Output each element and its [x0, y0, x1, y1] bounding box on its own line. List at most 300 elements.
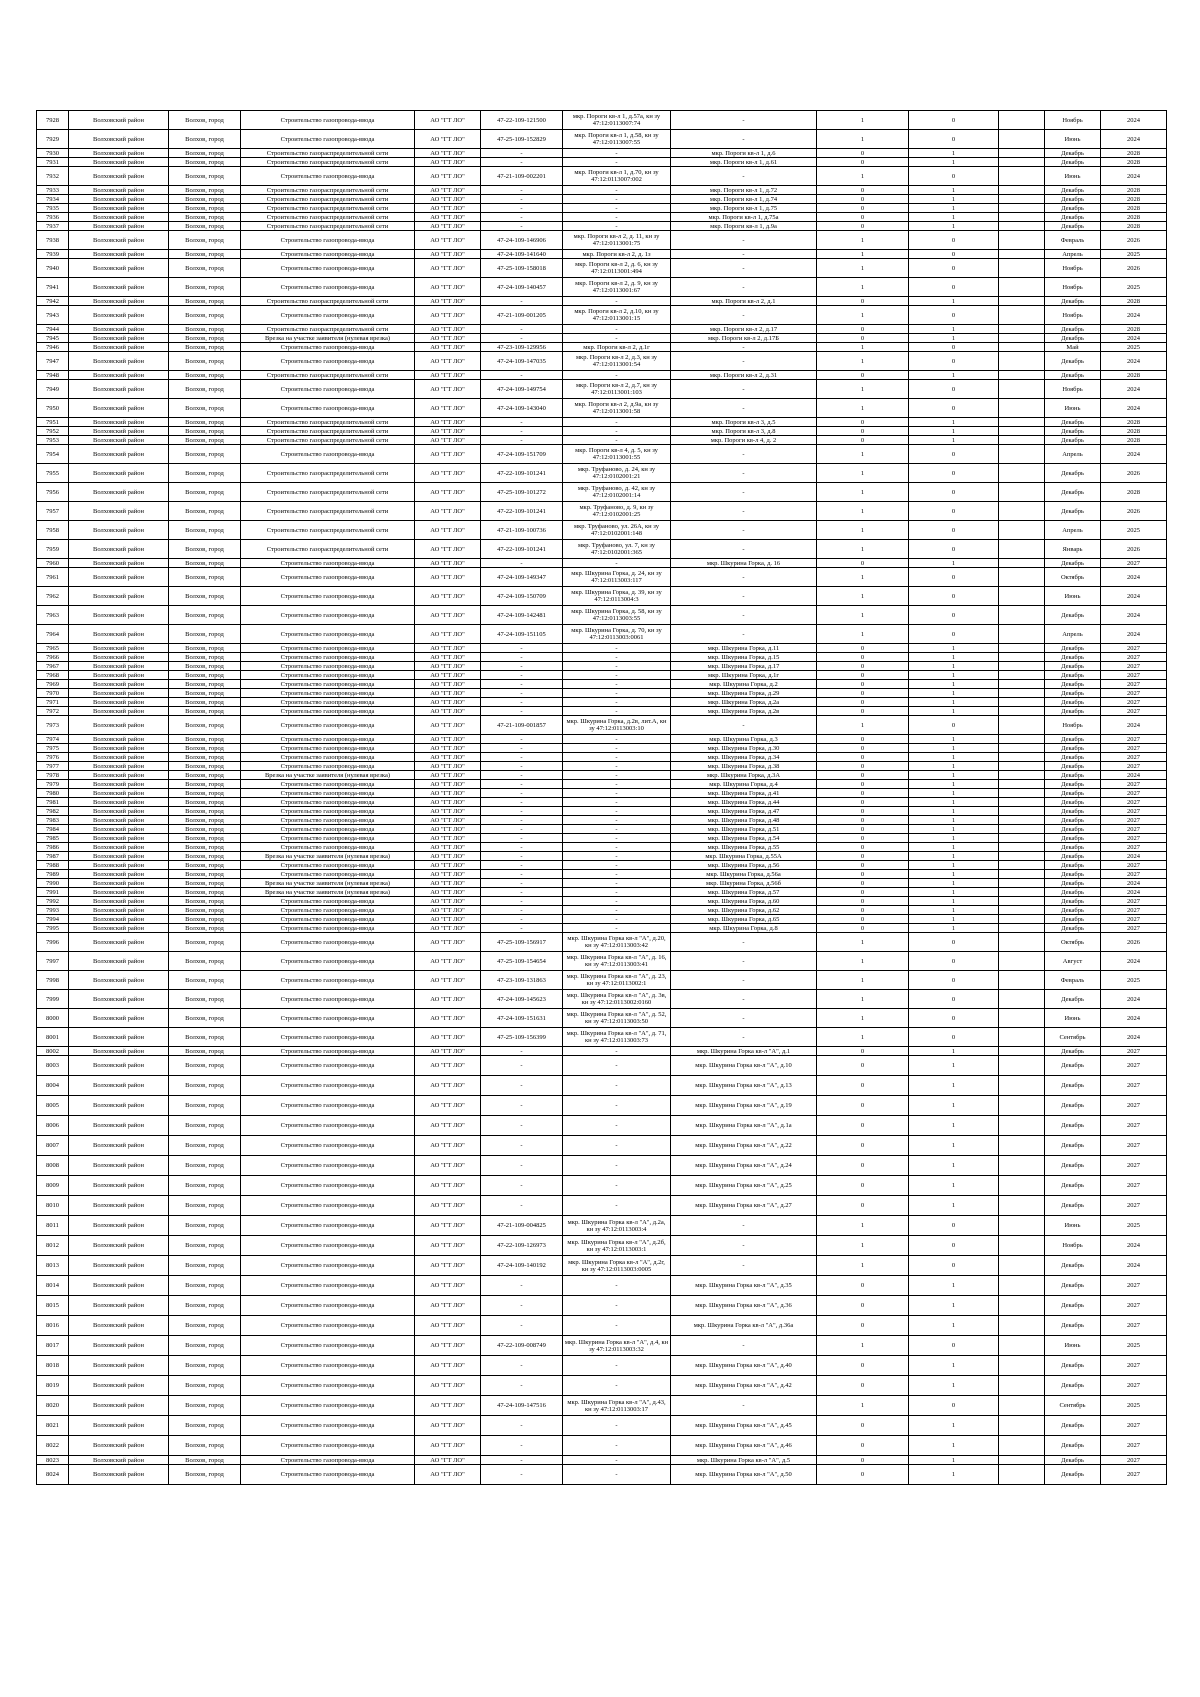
month-cell: Сентябрь: [1045, 1028, 1101, 1047]
blank-cell: [999, 952, 1045, 971]
network-address-cell: -: [671, 352, 817, 371]
count-2-cell: 0: [909, 1216, 999, 1236]
month-cell: Декабрь: [1045, 352, 1101, 371]
month-cell: Декабрь: [1045, 1116, 1101, 1136]
applicant-address-cell: -: [563, 1276, 671, 1296]
month-cell: Ноябрь: [1045, 278, 1101, 297]
blank-cell: [999, 278, 1045, 297]
network-address-cell: мкр. Шкурина Горка, д.55: [671, 843, 817, 852]
network-address-cell: мкр. Шкурина Горка, д.2в: [671, 707, 817, 716]
work-type-cell: Строительство газопровода-ввода: [241, 1356, 415, 1376]
month-cell: Декабрь: [1045, 1176, 1101, 1196]
blank-cell: [999, 502, 1045, 521]
district-cell: Волховский район: [69, 568, 169, 587]
document-page: [36, 110, 1166, 1485]
count-1-cell: 1: [817, 343, 909, 352]
application-number-cell: -: [481, 870, 563, 879]
year-cell: 2027: [1101, 735, 1167, 744]
work-type-cell: Врезка на участке заявителя (нулевая врезка): [241, 334, 415, 343]
table-row: [37, 852, 1167, 861]
application-number-cell: 47-21-109-100736: [481, 521, 563, 540]
application-number-cell: -: [481, 744, 563, 753]
application-number-cell: 47-23-109-131863: [481, 971, 563, 990]
org-cell: АО "ГТ ЛО": [415, 325, 481, 334]
count-1-cell: 1: [817, 540, 909, 559]
org-cell: АО "ГТ ЛО": [415, 662, 481, 671]
row-number: 7965: [37, 644, 69, 653]
district-cell: Волховский район: [69, 653, 169, 662]
year-cell: 2028: [1101, 325, 1167, 334]
month-cell: Декабрь: [1045, 1296, 1101, 1316]
count-1-cell: 1: [817, 625, 909, 644]
org-cell: АО "ГТ ЛО": [415, 653, 481, 662]
district-cell: Волховский район: [69, 259, 169, 278]
month-cell: Декабрь: [1045, 789, 1101, 798]
network-address-cell: мкр. Пороги кв-л 3, д.8: [671, 427, 817, 436]
row-number: 7980: [37, 789, 69, 798]
work-type-cell: Строительство газопровода-ввода: [241, 1336, 415, 1356]
year-cell: 2027: [1101, 559, 1167, 568]
org-cell: АО "ГТ ЛО": [415, 167, 481, 186]
month-cell: Декабрь: [1045, 1465, 1101, 1485]
application-number-cell: 47-24-109-140457: [481, 278, 563, 297]
network-address-cell: мкр. Шкурина Горка кв-л "А", д.1: [671, 1047, 817, 1056]
row-number: 8007: [37, 1136, 69, 1156]
month-cell: Декабрь: [1045, 222, 1101, 231]
district-cell: Волховский район: [69, 149, 169, 158]
year-cell: 2027: [1101, 744, 1167, 753]
blank-cell: [999, 111, 1045, 130]
applicant-address-cell: мкр. Шкурина Горка кв-л "А", д.4, кн зу 47:12:0113003:32: [563, 1336, 671, 1356]
year-cell: 2027: [1101, 897, 1167, 906]
count-1-cell: 0: [817, 906, 909, 915]
count-2-cell: 1: [909, 861, 999, 870]
network-address-cell: мкр. Шкурина Горка кв-л "А", д.35: [671, 1276, 817, 1296]
district-cell: Волховский район: [69, 130, 169, 149]
application-number-cell: 47-22-109-121500: [481, 111, 563, 130]
count-2-cell: 0: [909, 587, 999, 606]
month-cell: Апрель: [1045, 625, 1101, 644]
applicant-address-cell: -: [563, 325, 671, 334]
applicant-address-cell: -: [563, 735, 671, 744]
application-number-cell: -: [481, 1047, 563, 1056]
count-2-cell: 1: [909, 297, 999, 306]
org-cell: АО "ГТ ЛО": [415, 834, 481, 843]
application-number-cell: -: [481, 689, 563, 698]
settlement-cell: Волхов, город: [169, 568, 241, 587]
application-number-cell: -: [481, 834, 563, 843]
org-cell: АО "ГТ ЛО": [415, 352, 481, 371]
count-2-cell: 0: [909, 1396, 999, 1416]
month-cell: Декабрь: [1045, 753, 1101, 762]
count-2-cell: 1: [909, 644, 999, 653]
count-2-cell: 0: [909, 540, 999, 559]
settlement-cell: Волхов, город: [169, 906, 241, 915]
network-address-cell: мкр. Шкурина Горка кв-л "А", д.1а: [671, 1116, 817, 1136]
count-1-cell: 0: [817, 1156, 909, 1176]
table-row: [37, 521, 1167, 540]
year-cell: 2028: [1101, 195, 1167, 204]
org-cell: АО "ГТ ЛО": [415, 436, 481, 445]
blank-cell: [999, 744, 1045, 753]
table-row: [37, 306, 1167, 325]
work-type-cell: Строительство газопровода-ввода: [241, 399, 415, 418]
org-cell: АО "ГТ ЛО": [415, 680, 481, 689]
org-cell: АО "ГТ ЛО": [415, 861, 481, 870]
year-cell: 2027: [1101, 671, 1167, 680]
org-cell: АО "ГТ ЛО": [415, 502, 481, 521]
settlement-cell: Волхов, город: [169, 762, 241, 771]
table-row: [37, 1096, 1167, 1116]
count-1-cell: 0: [817, 1136, 909, 1156]
table-row: [37, 625, 1167, 644]
row-number: 7987: [37, 852, 69, 861]
network-address-cell: -: [671, 399, 817, 418]
blank-cell: [999, 352, 1045, 371]
month-cell: Декабрь: [1045, 744, 1101, 753]
month-cell: Декабрь: [1045, 464, 1101, 483]
settlement-cell: Волхов, город: [169, 306, 241, 325]
table-row: [37, 222, 1167, 231]
month-cell: Декабрь: [1045, 371, 1101, 380]
row-number: 8014: [37, 1276, 69, 1296]
work-type-cell: Строительство газопровода-ввода: [241, 1196, 415, 1216]
network-address-cell: мкр. Шкурина Горка, д.3А: [671, 771, 817, 780]
district-cell: Волховский район: [69, 213, 169, 222]
month-cell: Декабрь: [1045, 158, 1101, 167]
blank-cell: [999, 231, 1045, 250]
network-address-cell: мкр. Шкурина Горка кв-л "А", д.36: [671, 1296, 817, 1316]
count-1-cell: 0: [817, 924, 909, 933]
row-number: 7939: [37, 250, 69, 259]
applicant-address-cell: мкр. Шкурина Горка, д. 70, кн зу 47:12:0113003:0061: [563, 625, 671, 644]
work-type-cell: Строительство газопровода-ввода: [241, 380, 415, 399]
count-2-cell: 1: [909, 418, 999, 427]
work-type-cell: Строительство газопровода-ввода: [241, 990, 415, 1009]
application-number-cell: -: [481, 816, 563, 825]
district-cell: Волховский район: [69, 1436, 169, 1456]
work-type-cell: Строительство газораспределительной сети: [241, 186, 415, 195]
network-address-cell: мкр. Шкурина Горка кв-л "А", д.50: [671, 1465, 817, 1485]
count-2-cell: 1: [909, 1047, 999, 1056]
org-cell: АО "ГТ ЛО": [415, 852, 481, 861]
settlement-cell: Волхов, город: [169, 698, 241, 707]
row-number: 7966: [37, 653, 69, 662]
org-cell: АО "ГТ ЛО": [415, 762, 481, 771]
application-number-cell: -: [481, 897, 563, 906]
blank-cell: [999, 1296, 1045, 1316]
month-cell: Декабрь: [1045, 334, 1101, 343]
applicant-address-cell: -: [563, 186, 671, 195]
network-address-cell: -: [671, 502, 817, 521]
table-row: [37, 1296, 1167, 1316]
month-cell: Ноябрь: [1045, 259, 1101, 278]
settlement-cell: Волхов, город: [169, 352, 241, 371]
blank-cell: [999, 834, 1045, 843]
network-address-cell: -: [671, 167, 817, 186]
count-1-cell: 0: [817, 418, 909, 427]
row-number: 8016: [37, 1316, 69, 1336]
work-type-cell: Строительство газопровода-ввода: [241, 798, 415, 807]
table-row: [37, 559, 1167, 568]
count-2-cell: 1: [909, 213, 999, 222]
year-cell: 2024: [1101, 167, 1167, 186]
work-type-cell: Строительство газораспределительной сети: [241, 297, 415, 306]
month-cell: Декабрь: [1045, 707, 1101, 716]
work-type-cell: Строительство газопровода-ввода: [241, 870, 415, 879]
row-number: 8019: [37, 1376, 69, 1396]
count-2-cell: 0: [909, 259, 999, 278]
month-cell: Июнь: [1045, 1009, 1101, 1028]
network-address-cell: мкр. Шкурина Горка, д.60: [671, 897, 817, 906]
work-type-cell: Строительство газопровода-ввода: [241, 662, 415, 671]
application-number-cell: 47-24-109-147035: [481, 352, 563, 371]
settlement-cell: Волхов, город: [169, 1176, 241, 1196]
work-type-cell: Строительство газопровода-ввода: [241, 671, 415, 680]
network-address-cell: мкр. Пороги кв-л 1, д.61: [671, 158, 817, 167]
network-address-cell: мкр. Шкурина Горка, д.57: [671, 888, 817, 897]
month-cell: Декабрь: [1045, 798, 1101, 807]
org-cell: АО "ГТ ЛО": [415, 259, 481, 278]
settlement-cell: Волхов, город: [169, 1416, 241, 1436]
district-cell: Волховский район: [69, 625, 169, 644]
row-number: 7994: [37, 915, 69, 924]
application-number-cell: -: [481, 644, 563, 653]
year-cell: 2025: [1101, 1216, 1167, 1236]
count-1-cell: 1: [817, 933, 909, 952]
row-number: 8002: [37, 1047, 69, 1056]
month-cell: Декабрь: [1045, 149, 1101, 158]
network-address-cell: -: [671, 587, 817, 606]
district-cell: Волховский район: [69, 879, 169, 888]
district-cell: Волховский район: [69, 990, 169, 1009]
district-cell: Волховский район: [69, 915, 169, 924]
work-type-cell: Строительство газопровода-ввода: [241, 816, 415, 825]
year-cell: 2024: [1101, 1236, 1167, 1256]
month-cell: Июнь: [1045, 1336, 1101, 1356]
applicant-address-cell: мкр. Пороги кв-л 4, д. 5, кн зу 47:12:0113001:55: [563, 445, 671, 464]
year-cell: 2024: [1101, 130, 1167, 149]
count-1-cell: 1: [817, 1236, 909, 1256]
applicant-address-cell: -: [563, 1296, 671, 1316]
applicant-address-cell: -: [563, 1356, 671, 1376]
org-cell: АО "ГТ ЛО": [415, 606, 481, 625]
count-2-cell: 1: [909, 662, 999, 671]
district-cell: Волховский район: [69, 1256, 169, 1276]
blank-cell: [999, 1256, 1045, 1276]
applicant-address-cell: мкр. Пороги кв-л 2, д. 1з: [563, 250, 671, 259]
count-1-cell: 0: [817, 735, 909, 744]
row-number: 7999: [37, 990, 69, 1009]
district-cell: Волховский район: [69, 297, 169, 306]
network-address-cell: мкр. Шкурина Горка, д.44: [671, 798, 817, 807]
blank-cell: [999, 1056, 1045, 1076]
count-1-cell: 1: [817, 231, 909, 250]
count-2-cell: 1: [909, 735, 999, 744]
count-1-cell: 0: [817, 653, 909, 662]
table-row: [37, 716, 1167, 735]
count-2-cell: 1: [909, 879, 999, 888]
org-cell: АО "ГТ ЛО": [415, 1216, 481, 1236]
applicant-address-cell: -: [563, 1376, 671, 1396]
work-type-cell: Строительство газопровода-ввода: [241, 1296, 415, 1316]
count-2-cell: 0: [909, 111, 999, 130]
count-1-cell: 0: [817, 195, 909, 204]
month-cell: Декабрь: [1045, 662, 1101, 671]
count-1-cell: 0: [817, 1316, 909, 1336]
district-cell: Волховский район: [69, 167, 169, 186]
org-cell: АО "ГТ ЛО": [415, 870, 481, 879]
month-cell: Декабрь: [1045, 924, 1101, 933]
application-number-cell: -: [481, 1196, 563, 1216]
table-row: [37, 1356, 1167, 1376]
org-cell: АО "ГТ ЛО": [415, 521, 481, 540]
count-2-cell: 0: [909, 716, 999, 735]
year-cell: 2024: [1101, 771, 1167, 780]
blank-cell: [999, 1356, 1045, 1376]
count-2-cell: 1: [909, 436, 999, 445]
row-number: 8004: [37, 1076, 69, 1096]
year-cell: 2024: [1101, 1009, 1167, 1028]
network-address-cell: -: [671, 483, 817, 502]
work-type-cell: Строительство газопровода-ввода: [241, 1116, 415, 1136]
settlement-cell: Волхов, город: [169, 158, 241, 167]
row-number: 8020: [37, 1396, 69, 1416]
month-cell: Ноябрь: [1045, 716, 1101, 735]
org-cell: АО "ГТ ЛО": [415, 204, 481, 213]
network-address-cell: -: [671, 1336, 817, 1356]
table-row: [37, 771, 1167, 780]
settlement-cell: Волхов, город: [169, 716, 241, 735]
row-number: 7949: [37, 380, 69, 399]
district-cell: Волховский район: [69, 1296, 169, 1316]
row-number: 7978: [37, 771, 69, 780]
count-2-cell: 1: [909, 671, 999, 680]
org-cell: АО "ГТ ЛО": [415, 297, 481, 306]
district-cell: Волховский район: [69, 399, 169, 418]
settlement-cell: Волхов, город: [169, 990, 241, 1009]
month-cell: Декабрь: [1045, 1047, 1101, 1056]
table-row: [37, 325, 1167, 334]
applicant-address-cell: -: [563, 671, 671, 680]
month-cell: Май: [1045, 343, 1101, 352]
row-number: 7954: [37, 445, 69, 464]
row-number: 8024: [37, 1465, 69, 1485]
application-number-cell: -: [481, 371, 563, 380]
network-address-cell: -: [671, 1216, 817, 1236]
org-cell: АО "ГТ ЛО": [415, 1276, 481, 1296]
org-cell: АО "ГТ ЛО": [415, 1336, 481, 1356]
count-1-cell: 0: [817, 789, 909, 798]
table-row: [37, 158, 1167, 167]
row-number: 7957: [37, 502, 69, 521]
blank-cell: [999, 888, 1045, 897]
blank-cell: [999, 158, 1045, 167]
blank-cell: [999, 771, 1045, 780]
applicant-address-cell: мкр. Шкурина Горка кв-л "А", д. 52, кн зу 47:12:0113003:50: [563, 1009, 671, 1028]
org-cell: АО "ГТ ЛО": [415, 1047, 481, 1056]
month-cell: Декабрь: [1045, 852, 1101, 861]
count-1-cell: 0: [817, 559, 909, 568]
network-address-cell: -: [671, 231, 817, 250]
application-number-cell: -: [481, 204, 563, 213]
settlement-cell: Волхов, город: [169, 834, 241, 843]
settlement-cell: Волхов, город: [169, 250, 241, 259]
applicant-address-cell: -: [563, 195, 671, 204]
year-cell: 2026: [1101, 540, 1167, 559]
row-number: 7931: [37, 158, 69, 167]
application-number-cell: -: [481, 1096, 563, 1116]
work-type-cell: Строительство газопровода-ввода: [241, 559, 415, 568]
work-type-cell: Строительство газораспределительной сети: [241, 371, 415, 380]
table-row: [37, 186, 1167, 195]
year-cell: 2024: [1101, 852, 1167, 861]
work-type-cell: Строительство газопровода-ввода: [241, 1076, 415, 1096]
count-1-cell: 1: [817, 952, 909, 971]
work-type-cell: Строительство газораспределительной сети: [241, 195, 415, 204]
year-cell: 2027: [1101, 798, 1167, 807]
count-1-cell: 0: [817, 213, 909, 222]
application-number-cell: -: [481, 1465, 563, 1485]
applicant-address-cell: мкр. Труфаново, д. 9, кн зу 47:12:0102001:25: [563, 502, 671, 521]
count-2-cell: 1: [909, 1176, 999, 1196]
settlement-cell: Волхов, город: [169, 1296, 241, 1316]
district-cell: Волховский район: [69, 1276, 169, 1296]
month-cell: Декабрь: [1045, 861, 1101, 870]
network-address-cell: -: [671, 278, 817, 297]
blank-cell: [999, 843, 1045, 852]
count-1-cell: 0: [817, 1356, 909, 1376]
settlement-cell: Волхов, город: [169, 644, 241, 653]
work-type-cell: Строительство газораспределительной сети: [241, 502, 415, 521]
count-1-cell: 1: [817, 259, 909, 278]
year-cell: 2027: [1101, 680, 1167, 689]
application-number-cell: 47-24-109-142481: [481, 606, 563, 625]
year-cell: 2025: [1101, 343, 1167, 352]
row-number: 7958: [37, 521, 69, 540]
blank-cell: [999, 990, 1045, 1009]
applicant-address-cell: -: [563, 1156, 671, 1176]
year-cell: 2028: [1101, 158, 1167, 167]
applicant-address-cell: -: [563, 436, 671, 445]
table-row: [37, 1116, 1167, 1136]
year-cell: 2027: [1101, 698, 1167, 707]
work-type-cell: Строительство газопровода-ввода: [241, 259, 415, 278]
applicant-address-cell: -: [563, 780, 671, 789]
row-number: 7951: [37, 418, 69, 427]
row-number: 7959: [37, 540, 69, 559]
applicant-address-cell: -: [563, 644, 671, 653]
blank-cell: [999, 149, 1045, 158]
settlement-cell: Волхов, город: [169, 111, 241, 130]
blank-cell: [999, 306, 1045, 325]
table-row: [37, 933, 1167, 952]
row-number: 7945: [37, 334, 69, 343]
application-number-cell: -: [481, 735, 563, 744]
work-type-cell: Строительство газопровода-ввода: [241, 606, 415, 625]
applicant-address-cell: -: [563, 861, 671, 870]
work-type-cell: Строительство газопровода-ввода: [241, 1176, 415, 1196]
work-type-cell: Строительство газопровода-ввода: [241, 1276, 415, 1296]
row-number: 7929: [37, 130, 69, 149]
year-cell: 2026: [1101, 259, 1167, 278]
count-2-cell: 1: [909, 1436, 999, 1456]
network-address-cell: мкр. Шкурина Горка кв-л "А", д.19: [671, 1096, 817, 1116]
count-2-cell: 1: [909, 1356, 999, 1376]
count-1-cell: 0: [817, 1456, 909, 1465]
table-row: [37, 250, 1167, 259]
count-2-cell: 0: [909, 606, 999, 625]
